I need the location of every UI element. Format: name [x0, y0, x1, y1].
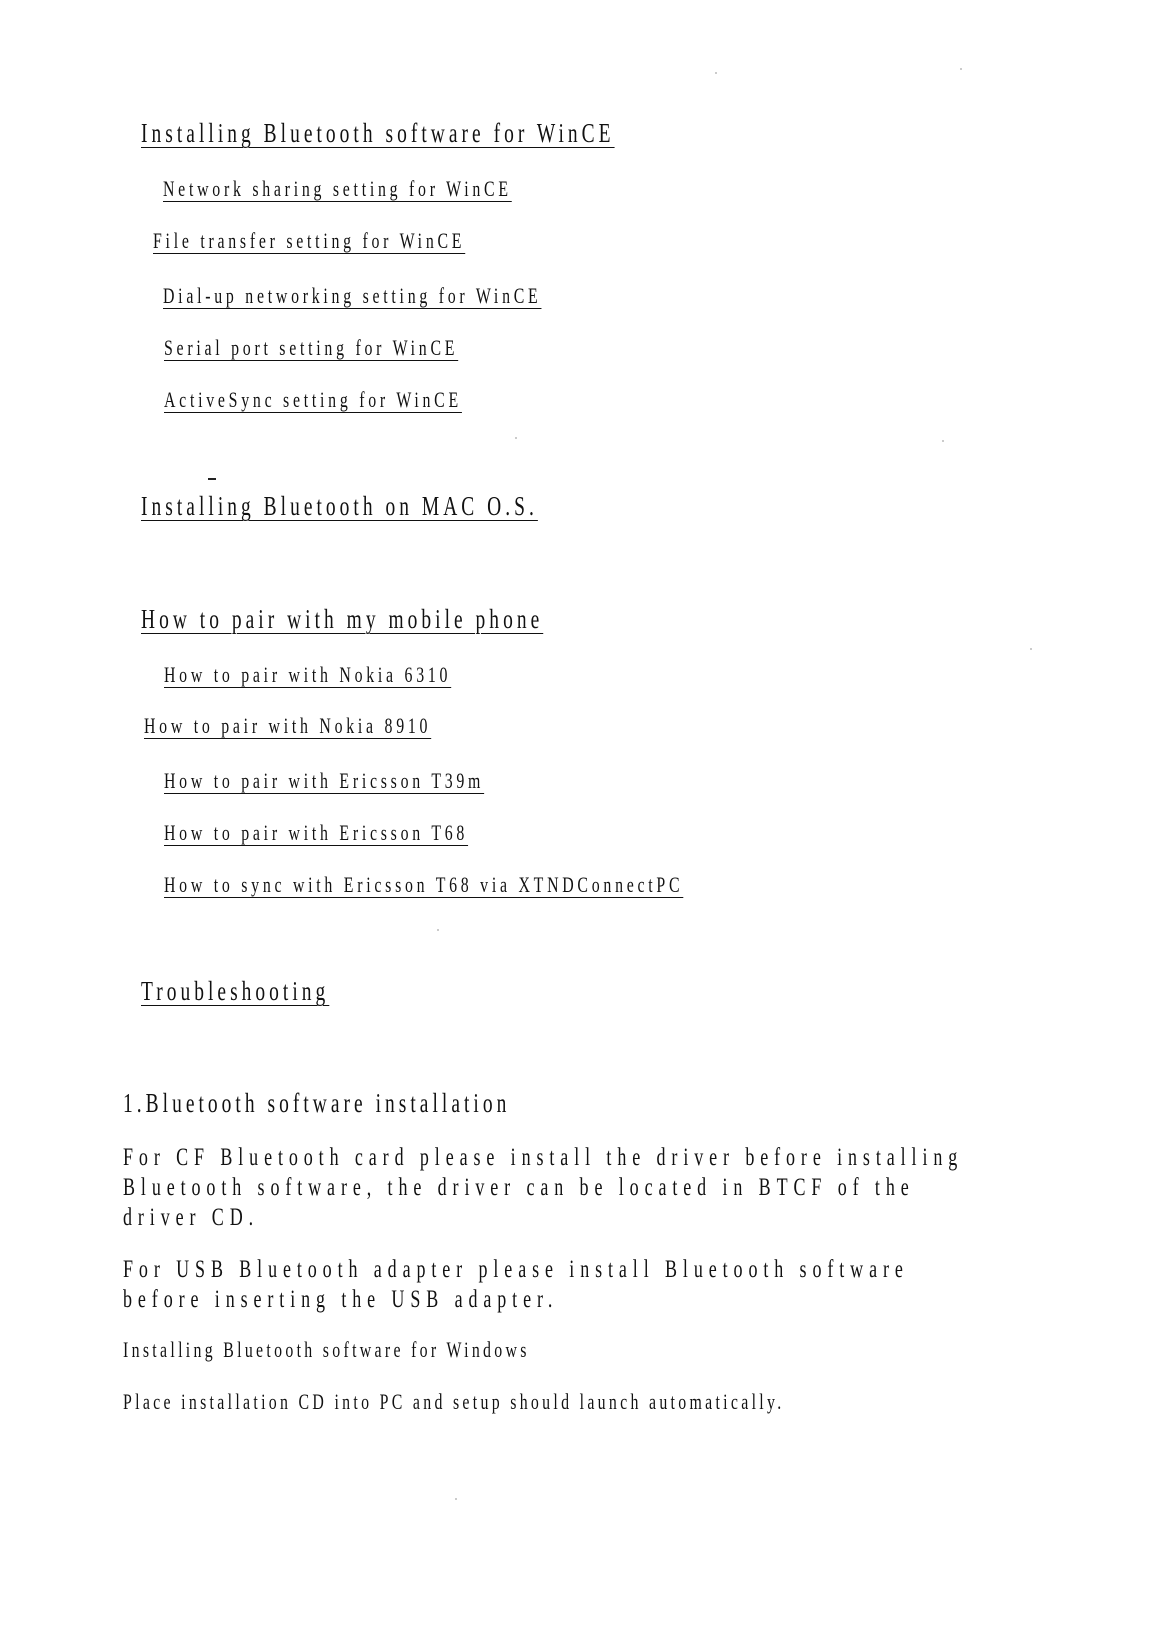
section-title: 1.Bluetooth software installation	[123, 1088, 511, 1118]
scan-speck	[515, 437, 517, 439]
toc-link-wince[interactable]: Installing Bluetooth software for WinCE	[141, 118, 615, 148]
toc-link-sync-ericsson-t68[interactable]: How to sync with Ericsson T68 via XTNDConnectPC	[164, 872, 684, 897]
scan-speck	[437, 929, 439, 931]
toc-link-pair-mobile[interactable]: How to pair with my mobile phone	[141, 604, 544, 634]
stray-dash-mark	[208, 478, 216, 480]
toc-link-pair-nokia-8910[interactable]: How to pair with Nokia 8910	[144, 713, 432, 738]
toc-link-activesync[interactable]: ActiveSync setting for WinCE	[164, 387, 462, 412]
paragraph-cf-card: For CF Bluetooth card please install the driver before installing Bluetooth software, the driver can be located in BTCF of the driver CD.	[123, 1144, 964, 1231]
toc-link-file-transfer[interactable]: File transfer setting for WinCE	[153, 228, 466, 253]
toc-link-serial-port[interactable]: Serial port setting for WinCE	[164, 335, 459, 360]
toc-link-pair-nokia-6310[interactable]: How to pair with Nokia 6310	[164, 662, 452, 687]
scan-speck	[455, 1498, 457, 1500]
scan-speck	[942, 440, 944, 442]
toc-link-troubleshooting[interactable]: Troubleshooting	[141, 976, 330, 1006]
toc-link-pair-ericsson-t68[interactable]: How to pair with Ericsson T68	[164, 820, 469, 845]
toc-link-pair-ericsson-t39m[interactable]: How to pair with Ericsson T39m	[164, 768, 485, 793]
toc-link-dialup-networking[interactable]: Dial-up networking setting for WinCE	[163, 283, 542, 308]
scan-speck	[715, 72, 717, 74]
windows-install-text: Place installation CD into PC and setup should launch automatically.	[123, 1389, 785, 1414]
paragraph-usb-adapter: For USB Bluetooth adapter please install Bluetooth software before inserting the USB adapter.	[123, 1256, 909, 1313]
windows-install-heading: Installing Bluetooth software for Windows	[123, 1337, 530, 1362]
scan-speck	[1030, 648, 1032, 650]
toc-link-network-sharing[interactable]: Network sharing setting for WinCE	[163, 176, 512, 201]
scan-speck	[960, 68, 962, 70]
toc-link-mac[interactable]: Installing Bluetooth on MAC O.S.	[141, 491, 538, 521]
